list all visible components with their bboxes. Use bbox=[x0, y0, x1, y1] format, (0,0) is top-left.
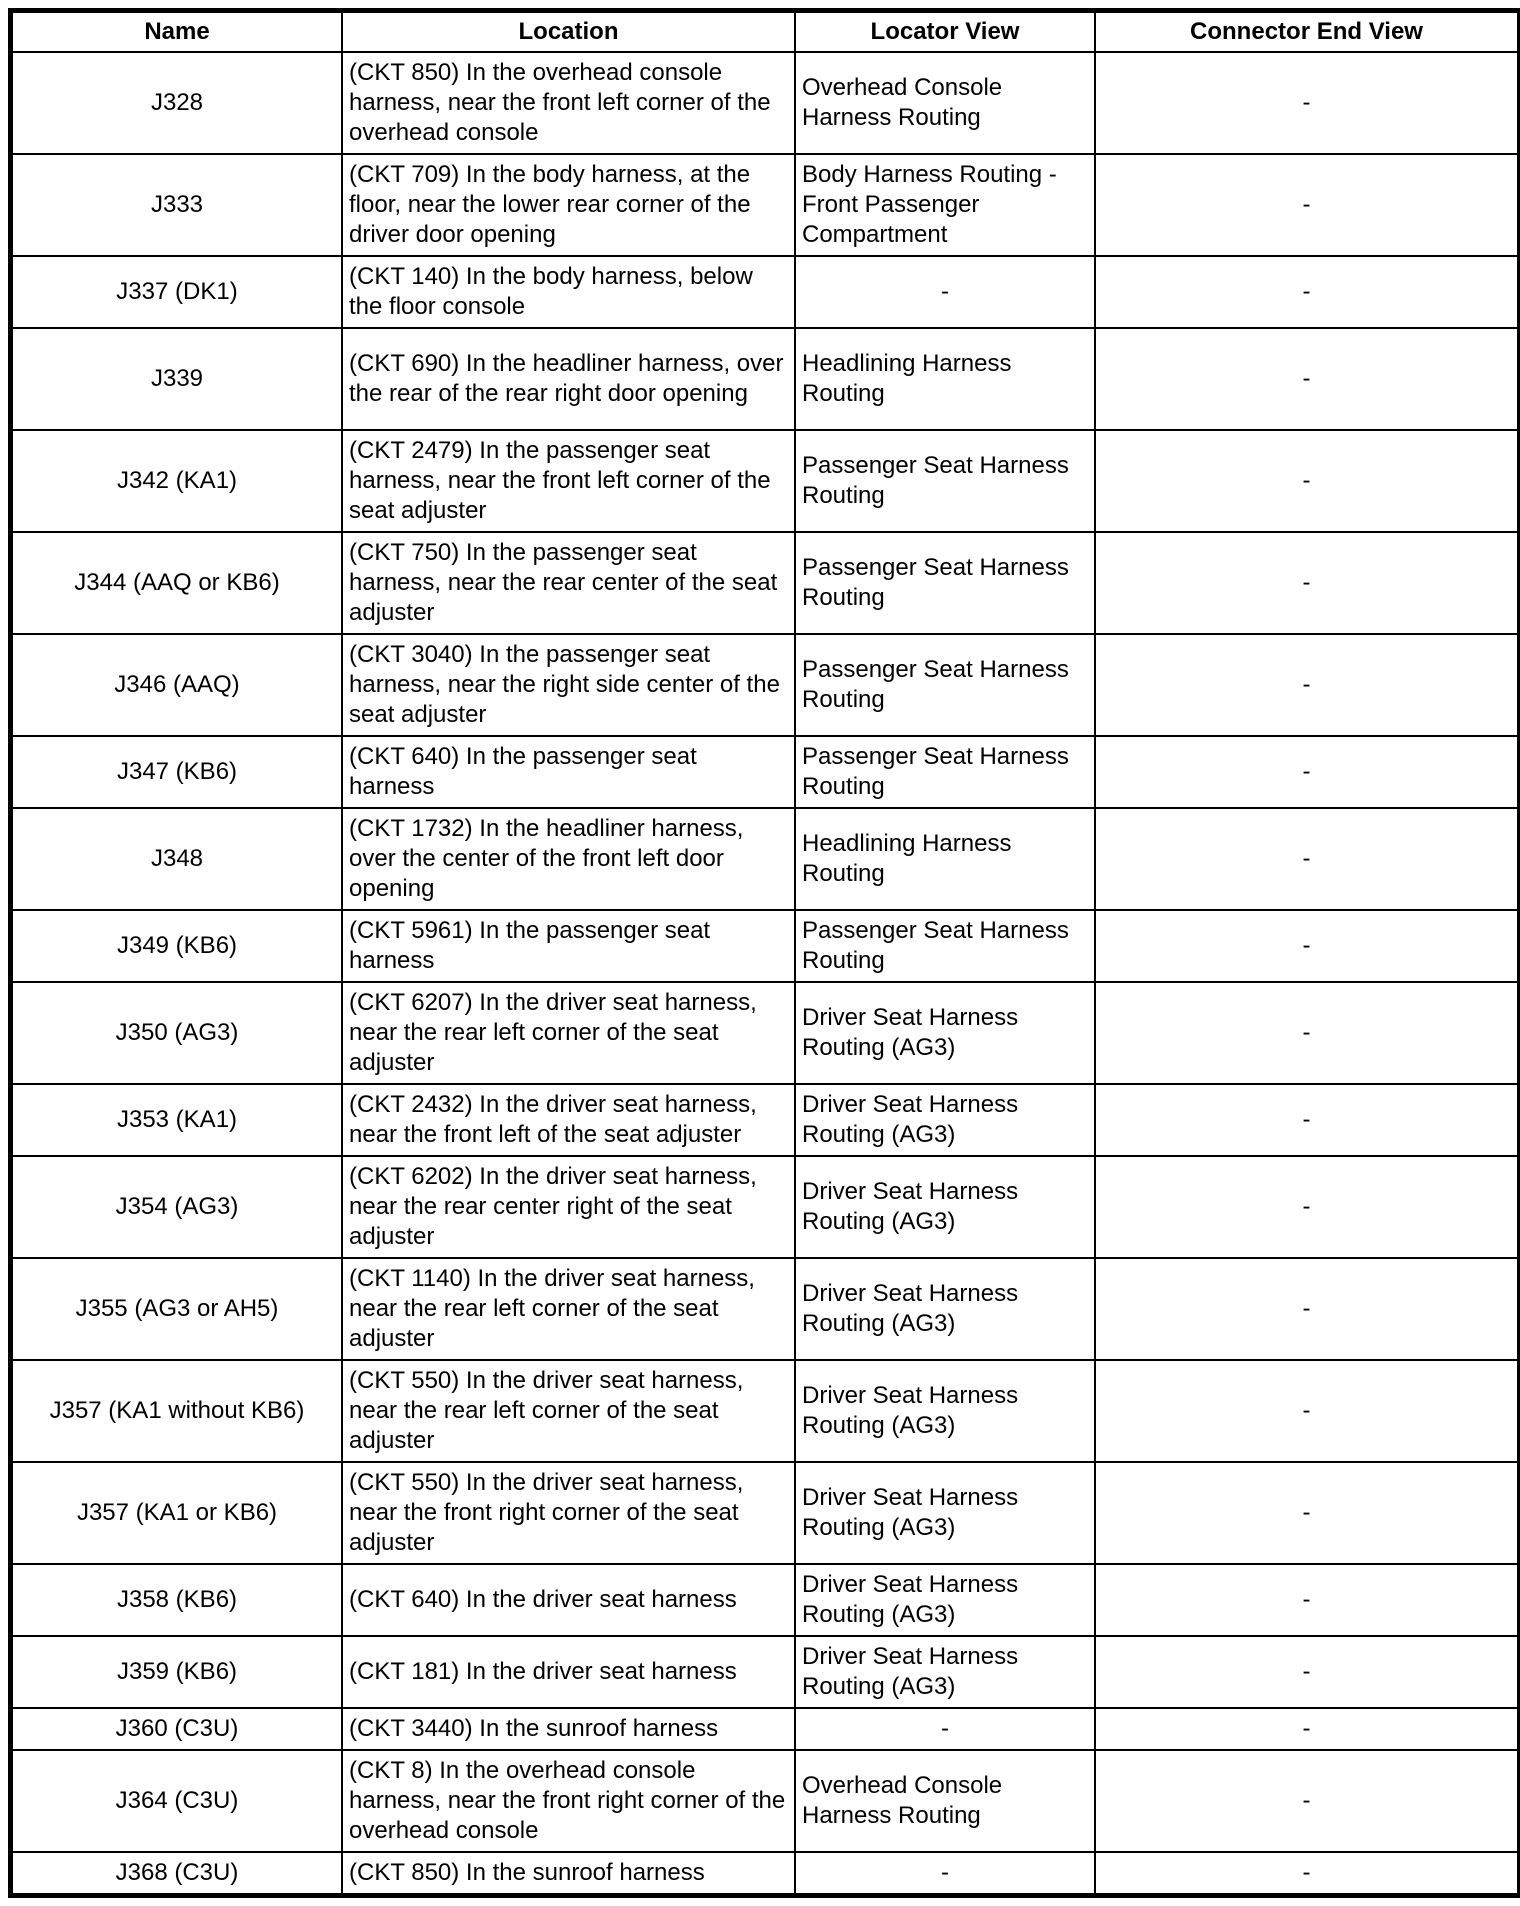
cell-connector-end-view: - bbox=[1095, 1084, 1518, 1156]
cell-name: J360 (C3U) bbox=[12, 1708, 342, 1750]
cell-connector-end-view: - bbox=[1095, 1462, 1518, 1564]
cell-connector-end-view: - bbox=[1095, 52, 1518, 154]
table-header-row bbox=[12, 12, 1518, 52]
cell-connector-end-view: - bbox=[1095, 1156, 1518, 1258]
table-row bbox=[12, 1636, 1518, 1708]
cell-locator-view: - bbox=[795, 1852, 1095, 1894]
table-row bbox=[12, 52, 1518, 154]
cell-location: (CKT 140) In the body harness, below the floor console bbox=[342, 256, 795, 328]
cell-location: (CKT 6207) In the driver seat harness, near the rear left corner of the seat adjuster bbox=[342, 982, 795, 1084]
table-row bbox=[12, 430, 1518, 532]
table-row bbox=[12, 532, 1518, 634]
cell-location: (CKT 750) In the passenger seat harness, near the rear center of the seat adjuster bbox=[342, 532, 795, 634]
header-connector-end-view: Connector End View bbox=[1095, 12, 1518, 52]
cell-connector-end-view: - bbox=[1095, 1750, 1518, 1852]
cell-location: (CKT 3040) In the passenger seat harness, near the right side center of the seat adjuster bbox=[342, 634, 795, 736]
cell-locator-view: Body Harness Routing - Front Passenger Compartment bbox=[795, 154, 1095, 256]
cell-connector-end-view: - bbox=[1095, 532, 1518, 634]
cell-locator-view: Driver Seat Harness Routing (AG3) bbox=[795, 1462, 1095, 1564]
cell-location: (CKT 2479) In the passenger seat harness, near the front left corner of the seat adjuster bbox=[342, 430, 795, 532]
cell-name: J342 (KA1) bbox=[12, 430, 342, 532]
table-row bbox=[12, 1156, 1518, 1258]
cell-location: (CKT 2432) In the driver seat harness, near the front left of the seat adjuster bbox=[342, 1084, 795, 1156]
table-row bbox=[12, 634, 1518, 736]
cell-connector-end-view: - bbox=[1095, 328, 1518, 430]
cell-name: J349 (KB6) bbox=[12, 910, 342, 982]
cell-locator-view: - bbox=[795, 1708, 1095, 1750]
cell-locator-view: Driver Seat Harness Routing (AG3) bbox=[795, 1156, 1095, 1258]
cell-connector-end-view: - bbox=[1095, 982, 1518, 1084]
cell-location: (CKT 640) In the driver seat harness bbox=[342, 1564, 795, 1636]
cell-name: J357 (KA1 or KB6) bbox=[12, 1462, 342, 1564]
cell-name: J333 bbox=[12, 154, 342, 256]
table-row bbox=[12, 256, 1518, 328]
document-page bbox=[8, 8, 1514, 1903]
cell-locator-view: Passenger Seat Harness Routing bbox=[795, 532, 1095, 634]
table-row bbox=[12, 1360, 1518, 1462]
table-row bbox=[12, 1750, 1518, 1852]
table-row bbox=[12, 1084, 1518, 1156]
connector-location-table bbox=[11, 11, 1519, 1895]
cell-locator-view: Driver Seat Harness Routing (AG3) bbox=[795, 1360, 1095, 1462]
cell-location: (CKT 6202) In the driver seat harness, near the rear center right of the seat adjuster bbox=[342, 1156, 795, 1258]
header-locator-view: Locator View bbox=[795, 12, 1095, 52]
cell-name: J348 bbox=[12, 808, 342, 910]
cell-location: (CKT 181) In the driver seat harness bbox=[342, 1636, 795, 1708]
header-name: Name bbox=[12, 12, 342, 52]
cell-locator-view: Driver Seat Harness Routing (AG3) bbox=[795, 1084, 1095, 1156]
cell-connector-end-view: - bbox=[1095, 256, 1518, 328]
header-location: Location bbox=[342, 12, 795, 52]
cell-locator-view: Driver Seat Harness Routing (AG3) bbox=[795, 1564, 1095, 1636]
table-row bbox=[12, 1564, 1518, 1636]
table-row bbox=[12, 154, 1518, 256]
cell-location: (CKT 850) In the sunroof harness bbox=[342, 1852, 795, 1894]
cell-locator-view: Passenger Seat Harness Routing bbox=[795, 634, 1095, 736]
table-row bbox=[12, 910, 1518, 982]
table-row bbox=[12, 1258, 1518, 1360]
cell-name: J339 bbox=[12, 328, 342, 430]
table-row bbox=[12, 1708, 1518, 1750]
cell-name: J354 (AG3) bbox=[12, 1156, 342, 1258]
table-frame bbox=[8, 8, 1520, 1898]
cell-locator-view: Headlining Harness Routing bbox=[795, 328, 1095, 430]
cell-locator-view: Driver Seat Harness Routing (AG3) bbox=[795, 1636, 1095, 1708]
cell-location: (CKT 1732) In the headliner harness, over the center of the front left door opening bbox=[342, 808, 795, 910]
cell-name: J346 (AAQ) bbox=[12, 634, 342, 736]
cell-name: J364 (C3U) bbox=[12, 1750, 342, 1852]
cell-location: (CKT 640) In the passenger seat harness bbox=[342, 736, 795, 808]
cell-connector-end-view: - bbox=[1095, 1258, 1518, 1360]
cell-connector-end-view: - bbox=[1095, 1708, 1518, 1750]
cell-location: (CKT 5961) In the passenger seat harness bbox=[342, 910, 795, 982]
cell-name: J350 (AG3) bbox=[12, 982, 342, 1084]
cell-connector-end-view: - bbox=[1095, 808, 1518, 910]
cell-locator-view: Driver Seat Harness Routing (AG3) bbox=[795, 982, 1095, 1084]
table-row bbox=[12, 1852, 1518, 1894]
cell-connector-end-view: - bbox=[1095, 1636, 1518, 1708]
cell-connector-end-view: - bbox=[1095, 1360, 1518, 1462]
cell-locator-view: Driver Seat Harness Routing (AG3) bbox=[795, 1258, 1095, 1360]
table-row bbox=[12, 328, 1518, 430]
cell-connector-end-view: - bbox=[1095, 1852, 1518, 1894]
cell-location: (CKT 850) In the overhead console harness, near the front left corner of the overhead console bbox=[342, 52, 795, 154]
cell-location: (CKT 690) In the headliner harness, over the rear of the rear right door opening bbox=[342, 328, 795, 430]
table-row bbox=[12, 808, 1518, 910]
cell-connector-end-view: - bbox=[1095, 1564, 1518, 1636]
cell-location: (CKT 3440) In the sunroof harness bbox=[342, 1708, 795, 1750]
cell-name: J347 (KB6) bbox=[12, 736, 342, 808]
cell-location: (CKT 709) In the body harness, at the floor, near the lower rear corner of the driver door opening bbox=[342, 154, 795, 256]
cell-locator-view: - bbox=[795, 256, 1095, 328]
cell-connector-end-view: - bbox=[1095, 736, 1518, 808]
cell-location: (CKT 8) In the overhead console harness, near the front right corner of the overhead console bbox=[342, 1750, 795, 1852]
table-row bbox=[12, 1462, 1518, 1564]
cell-name: J359 (KB6) bbox=[12, 1636, 342, 1708]
cell-name: J344 (AAQ or KB6) bbox=[12, 532, 342, 634]
table-row bbox=[12, 736, 1518, 808]
cell-name: J358 (KB6) bbox=[12, 1564, 342, 1636]
table-row bbox=[12, 982, 1518, 1084]
cell-locator-view: Passenger Seat Harness Routing bbox=[795, 910, 1095, 982]
cell-locator-view: Headlining Harness Routing bbox=[795, 808, 1095, 910]
cell-connector-end-view: - bbox=[1095, 910, 1518, 982]
cell-name: J337 (DK1) bbox=[12, 256, 342, 328]
cell-name: J353 (KA1) bbox=[12, 1084, 342, 1156]
cell-location: (CKT 550) In the driver seat harness, near the rear left corner of the seat adjuster bbox=[342, 1360, 795, 1462]
cell-location: (CKT 1140) In the driver seat harness, near the rear left corner of the seat adjuster bbox=[342, 1258, 795, 1360]
cell-name: J355 (AG3 or AH5) bbox=[12, 1258, 342, 1360]
cell-name: J368 (C3U) bbox=[12, 1852, 342, 1894]
cell-connector-end-view: - bbox=[1095, 154, 1518, 256]
cell-location: (CKT 550) In the driver seat harness, near the front right corner of the seat adjuster bbox=[342, 1462, 795, 1564]
cell-connector-end-view: - bbox=[1095, 634, 1518, 736]
cell-locator-view: Passenger Seat Harness Routing bbox=[795, 736, 1095, 808]
cell-locator-view: Overhead Console Harness Routing bbox=[795, 1750, 1095, 1852]
cell-connector-end-view: - bbox=[1095, 430, 1518, 532]
cell-name: J357 (KA1 without KB6) bbox=[12, 1360, 342, 1462]
cell-locator-view: Overhead Console Harness Routing bbox=[795, 52, 1095, 154]
cell-name: J328 bbox=[12, 52, 342, 154]
cell-locator-view: Passenger Seat Harness Routing bbox=[795, 430, 1095, 532]
